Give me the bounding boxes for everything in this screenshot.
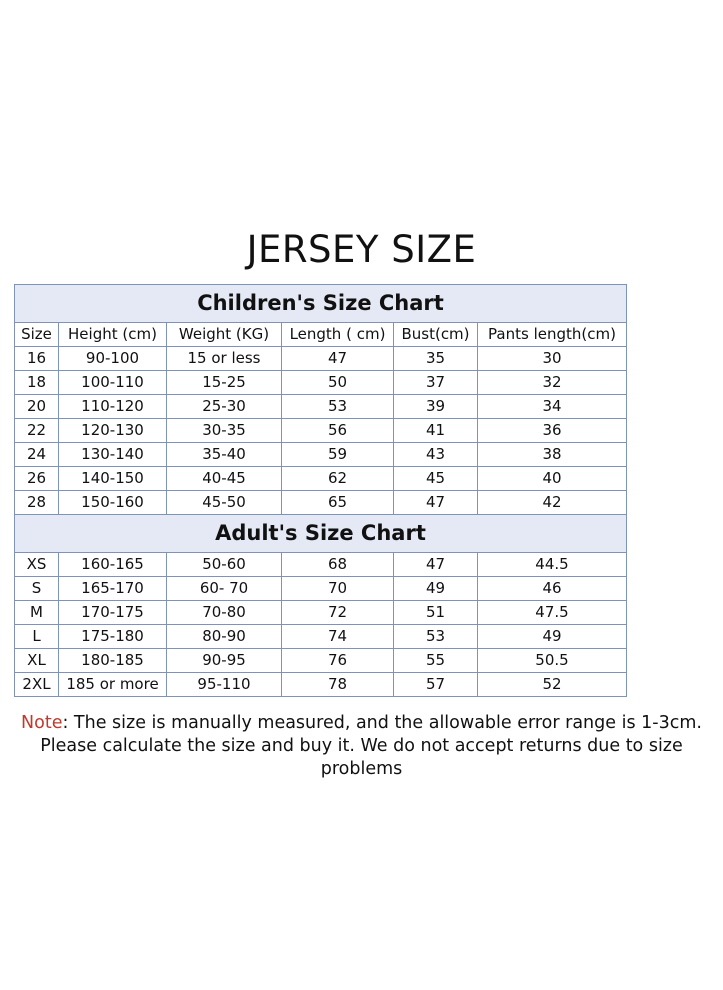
table-row [15,553,626,577]
table-cell: 44.5 [535,555,569,573]
table-cell: 18 [15,371,59,394]
table-row [15,625,626,649]
table-cell: 52 [542,675,562,693]
table-cell: 130-140 [59,443,167,466]
table-cell: 74 [282,625,394,648]
table-cell: 59 [282,443,394,466]
table-cell: 51 [394,601,478,624]
column-header: Weight (KG) [167,323,282,346]
table-cell: 30-35 [167,419,282,442]
table-cell: 38 [542,445,562,463]
table-row [15,649,626,673]
table-cell: 41 [394,419,478,442]
table-cell: 53 [282,395,394,418]
table-cell: 16 [15,347,59,370]
table-cell: 50 [282,371,394,394]
table-cell: 180-185 [59,649,167,672]
table-cell: 26 [15,467,59,490]
table-cell: 140-150 [59,467,167,490]
table-cell: L [15,625,59,648]
table-cell: 120-130 [59,419,167,442]
table-cell: 39 [394,395,478,418]
table-cell: 37 [394,371,478,394]
table-row [15,601,626,625]
table-cell: 90-100 [59,347,167,370]
table-cell: 49 [542,627,562,645]
table-cell: 25-30 [167,395,282,418]
table-row [15,673,626,696]
table-cell: M [15,601,59,624]
table-cell: 76 [282,649,394,672]
table-cell: 50.5 [535,651,569,669]
table-cell: 57 [394,673,478,696]
note-label: Note [21,713,63,733]
note-text [20,712,703,781]
table-cell: 15-25 [167,371,282,394]
table-cell: 160-165 [59,553,167,576]
table-cell: 22 [15,419,59,442]
table-cell: XS [15,553,59,576]
table-cell: 47 [394,553,478,576]
table-cell: 72 [282,601,394,624]
table-cell: S [15,577,59,600]
table-row [15,395,626,419]
adult-rows [15,553,626,696]
note-body: : The size is manually measured, and the allowable error range is 1-3cm. Please calculate the size and buy it. We do not accept returns due to size problems [40,713,702,779]
page-title: JERSEY SIZE [246,228,477,271]
table-cell: 78 [282,673,394,696]
table-row [15,371,626,395]
table-row [15,491,626,514]
table-cell: 49 [394,577,478,600]
table-cell: 53 [394,625,478,648]
table-cell: 110-120 [59,395,167,418]
children-chart-heading: Children's Size Chart [15,285,626,323]
table-row [15,419,626,443]
table-cell: 42 [542,493,562,511]
table-cell: 165-170 [59,577,167,600]
table-cell: 43 [394,443,478,466]
table-cell: 170-175 [59,601,167,624]
table-cell: 47.5 [535,603,569,621]
table-cell: 28 [15,491,59,514]
table-cell: 46 [542,579,562,597]
column-header: Bust(cm) [394,323,478,346]
table-cell: 100-110 [59,371,167,394]
table-cell: 55 [394,649,478,672]
table-row [15,577,626,601]
column-header: Height (cm) [59,323,167,346]
table-cell: 34 [542,397,562,415]
table-cell: 70-80 [167,601,282,624]
table-row [15,467,626,491]
column-header: Pants length(cm) [488,325,616,343]
table-cell: 47 [394,491,478,514]
table-cell: 40-45 [167,467,282,490]
table-cell: 60- 70 [167,577,282,600]
table-cell: XL [15,649,59,672]
table-cell: 65 [282,491,394,514]
table-cell: 80-90 [167,625,282,648]
table-cell: 40 [542,469,562,487]
table-cell: 45-50 [167,491,282,514]
column-header-row [15,323,626,347]
table-cell: 62 [282,467,394,490]
table-cell: 35 [394,347,478,370]
table-cell: 2XL [15,673,59,696]
table-cell: 30 [542,349,562,367]
table-cell: 70 [282,577,394,600]
table-row [15,347,626,371]
table-row [15,443,626,467]
table-cell: 15 or less [167,347,282,370]
table-cell: 50-60 [167,553,282,576]
column-header: Size [15,323,59,346]
size-chart-table [14,284,627,697]
table-cell: 95-110 [167,673,282,696]
table-cell: 68 [282,553,394,576]
children-rows [15,347,626,514]
table-cell: 32 [542,373,562,391]
table-cell: 35-40 [167,443,282,466]
table-cell: 90-95 [167,649,282,672]
table-cell: 175-180 [59,625,167,648]
column-header: Length ( cm) [282,323,394,346]
table-cell: 24 [15,443,59,466]
table-cell: 45 [394,467,478,490]
table-cell: 56 [282,419,394,442]
table-cell: 20 [15,395,59,418]
adult-chart-heading: Adult's Size Chart [15,514,626,553]
table-cell: 185 or more [59,673,167,696]
table-cell: 47 [282,347,394,370]
table-cell: 36 [542,421,562,439]
table-cell: 150-160 [59,491,167,514]
